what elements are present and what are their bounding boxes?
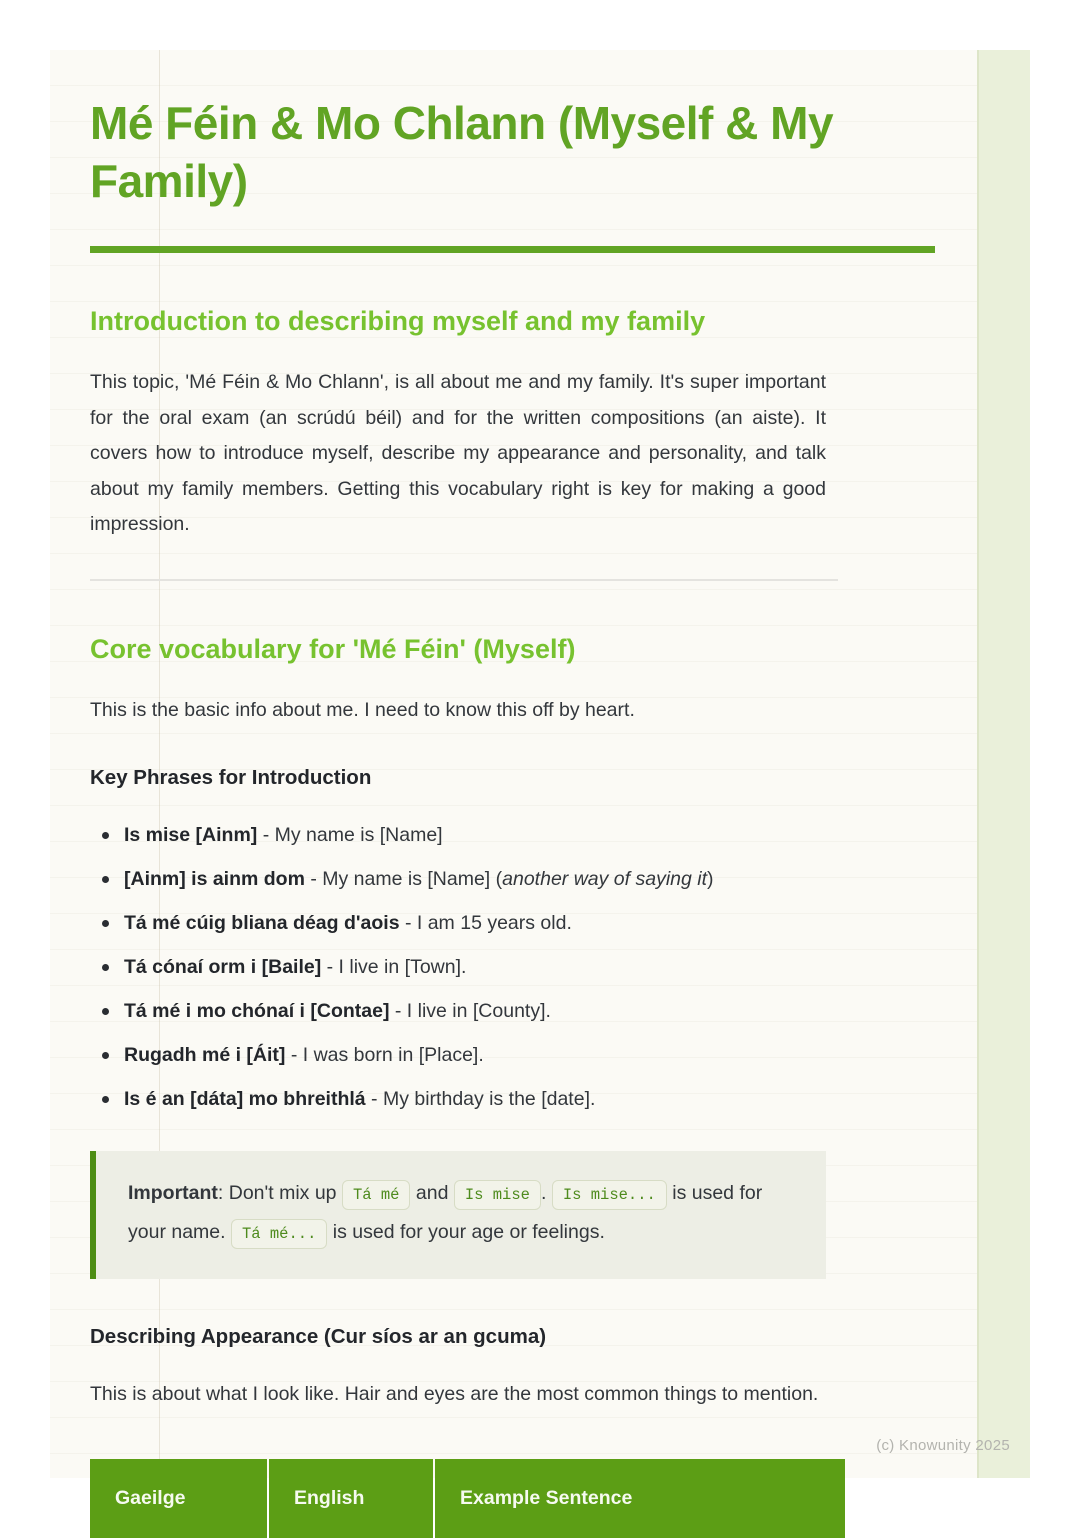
- callout-segment: is used for your age or feelings.: [327, 1221, 605, 1243]
- page-title: Mé Féin & Mo Chlann (Myself & My Family): [90, 97, 834, 207]
- callout-label: Important: [128, 1182, 218, 1204]
- phrase-suffix: ): [707, 868, 714, 890]
- list-item: [90, 954, 850, 981]
- phrase-irish: Is é an [dáta] mo bhreithlá: [124, 1088, 366, 1110]
- subheading-describing-appearance: Describing Appearance (Cur síos ar an gcuma): [90, 1325, 547, 1348]
- callout-segment: is used for your name.: [128, 1182, 763, 1243]
- important-callout: [90, 1151, 826, 1279]
- table-header-example-sentence: Example Sentence: [435, 1459, 845, 1538]
- page-edge-strip: [977, 50, 1030, 1478]
- phrase-english: - I was born in [Place].: [285, 1044, 484, 1066]
- document-paper: [50, 50, 1030, 1509]
- code-chip: Tá mé...: [231, 1219, 327, 1249]
- core-vocabulary-paragraph: This is the basic info about me. I need to know this off by heart.: [90, 698, 635, 721]
- phrase-english: - My name is [Name]: [257, 824, 443, 846]
- vocab-table-header-row: [90, 1459, 845, 1538]
- subheading-key-phrases: Key Phrases for Introduction: [90, 766, 372, 789]
- document-content: [90, 50, 935, 1538]
- callout-segment: .: [540, 1182, 552, 1204]
- phrase-english: - My birthday is the [date].: [365, 1088, 596, 1110]
- key-phrases-list: [90, 822, 850, 1113]
- code-chip: Is mise: [454, 1180, 541, 1210]
- phrase-english: - I live in [Town].: [321, 956, 467, 978]
- table-header-gaeilge: Gaeilge: [90, 1459, 267, 1538]
- appearance-paragraph: This is about what I look like. Hair and eyes are the most common things to mention.: [90, 1383, 819, 1405]
- table-header-english: English: [269, 1459, 433, 1538]
- phrase-irish: Rugadh mé i [Áit]: [124, 1044, 286, 1066]
- phrase-english: - My name is [Name] (: [304, 868, 503, 890]
- callout-segment: : Don't mix up: [217, 1182, 342, 1204]
- code-chip: Tá mé: [342, 1180, 411, 1210]
- introduction-paragraph: This topic, 'Mé Féin & Mo Chlann', is all about me and my family. It's super important for the oral exam (an scrúdú béil) and for the written compositions (an aiste). It covers how to introduce myself, describe my appearance and personality, and talk about my family members. Getting this vocabulary right is key for making a good impression.: [90, 371, 826, 535]
- list-item: [90, 1042, 850, 1069]
- callout-text: [128, 1175, 796, 1253]
- watermark: (c) Knowunity 2025: [876, 1437, 1010, 1454]
- phrase-note: another way of saying it: [502, 868, 708, 890]
- phrase-irish: Tá cónaí orm i [Baile]: [124, 956, 322, 978]
- phrase-irish: [Ainm] is ainm dom: [124, 868, 305, 890]
- phrase-english: - I live in [County].: [389, 1000, 551, 1022]
- section-divider: [90, 579, 838, 581]
- phrase-english: - I am 15 years old.: [399, 912, 572, 934]
- code-chip: Is mise...: [552, 1180, 667, 1210]
- list-item: [90, 866, 850, 893]
- list-item: [90, 822, 850, 849]
- list-item: [90, 998, 850, 1025]
- title-underline-rule: [90, 246, 935, 253]
- section-heading-core-vocabulary: Core vocabulary for 'Mé Féin' (Myself): [90, 633, 576, 664]
- phrase-irish: Tá mé cúig bliana déag d'aois: [124, 912, 400, 934]
- section-heading-introduction: Introduction to describing myself and my family: [90, 306, 706, 336]
- phrase-irish: Tá mé i mo chónaí i [Contae]: [124, 1000, 390, 1022]
- phrase-irish: Is mise [Ainm]: [124, 824, 258, 846]
- list-item: [90, 910, 850, 937]
- list-item: [90, 1086, 850, 1113]
- callout-segment: and: [410, 1182, 454, 1204]
